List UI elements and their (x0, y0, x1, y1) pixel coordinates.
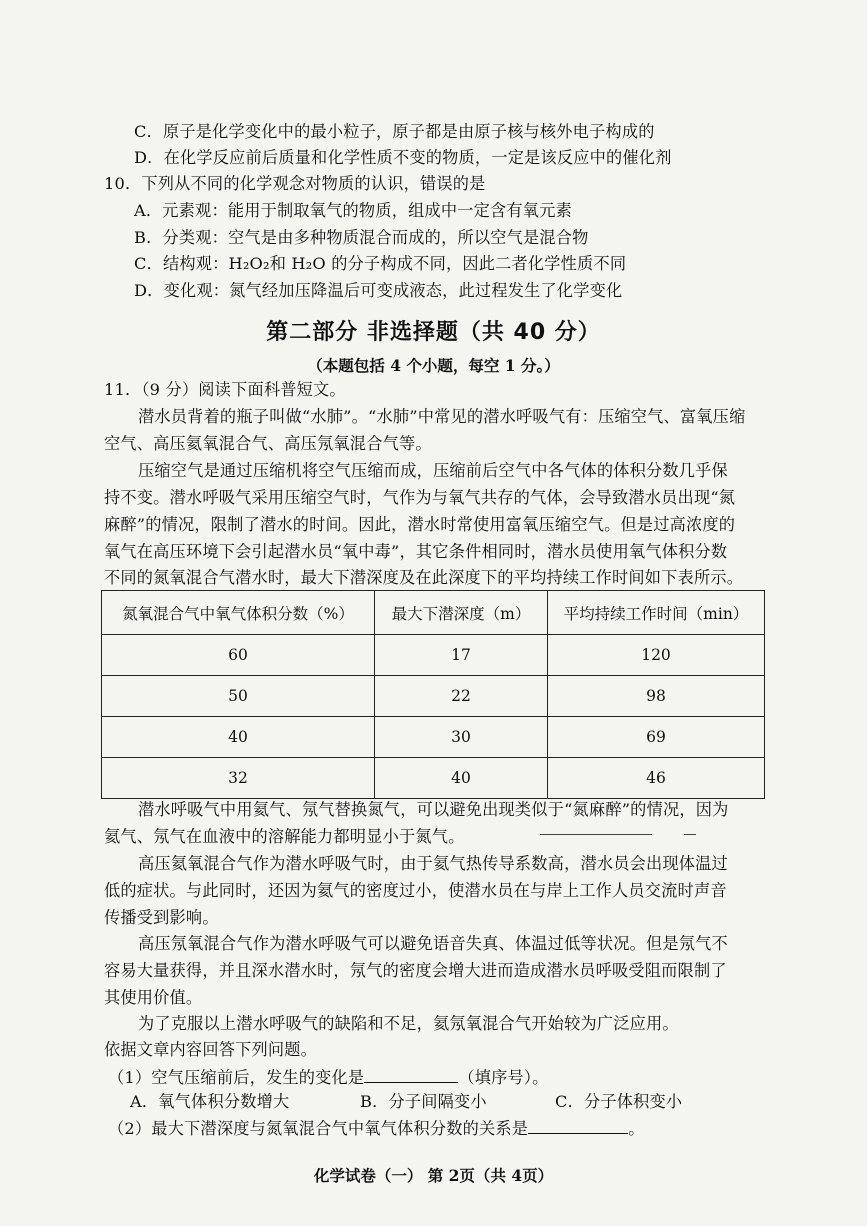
table-cell: 50 (102, 676, 375, 717)
q11-sub1-answer-blank[interactable] (364, 1064, 458, 1083)
q11-p2-line3: 麻醉”的情况，限制了潜水的时间。因此，潜水时常使用富氧压缩空气。但是过高浓度的 (104, 515, 736, 534)
q11-p2-line2: 持不变。潜水呼吸气采用压缩空气时，气作为与氧气共存的气体，会导致潜水员出现“氮 (104, 488, 736, 507)
table-cell: 17 (375, 635, 548, 676)
q11-sub2 (108, 1115, 645, 1141)
table-cell: 30 (375, 717, 548, 758)
q10-stem: 10．下列从不同的化学观念对物质的认识，错误的是 (104, 174, 486, 193)
q11-p4-line2: 低的症状。与此同时，还因为氦气的密度过小，使潜水员在与岸上工作人员交流时声音 (104, 881, 727, 900)
q11-sub1 (108, 1064, 549, 1090)
q10-option-a: A．元素观：能用于制取氧气的物质，组成中一定含有氧元素 (134, 201, 572, 220)
q11-p1-line2: 空气、高压氦氧混合气、高压氖氧混合气等。 (104, 434, 432, 453)
prev-option-c: C．原子是化学变化中的最小粒子，原子都是由原子核与核外电子构成的 (134, 122, 655, 141)
q11-sub2-answer-blank[interactable] (528, 1115, 628, 1134)
q11-p2-line5: 不同的氮氧混合气潜水时，最大下潜深度及在此深度下的平均持续工作时间如下表所示。 (104, 568, 744, 587)
table-header-max-depth: 最大下潜深度（m） (375, 591, 548, 635)
table-cell: 32 (102, 758, 375, 799)
table-cell: 22 (375, 676, 548, 717)
q11-p3-line1: 潜水呼吸气中用氦气、氖气替换氮气，可以避免出现类似于“氮麻醉”的情况，因为 (138, 800, 729, 819)
table-header-work-time: 平均持续工作时间（min） (548, 591, 765, 635)
q11-stem: 11．（9 分）阅读下面科普短文。 (104, 380, 346, 399)
page-footer: 化学试卷（一） 第 2页（共 4页） (313, 1166, 554, 1185)
prev-option-d: D．在化学反应前后质量和化学性质不变的物质，一定是该反应中的催化剂 (134, 148, 672, 167)
q11-p3-line2: 氦气、氖气在血液中的溶解能力都明显小于氮气。 (104, 827, 465, 846)
q11-p5-line1: 高压氖氧混合气作为潜水呼吸气可以避免语音失真、体温过低等状况。但是氖气不 (138, 934, 728, 953)
table-cell: 40 (102, 717, 375, 758)
table-row (102, 758, 765, 799)
table-row (102, 676, 765, 717)
q11-p5-line3: 其使用价值。 (104, 988, 203, 1007)
q11-p5-line2: 容易大量获得，并且深水潜水时，氖气的密度会增大进而造成潜水员呼吸受阻而限制了 (104, 961, 727, 980)
table-cell: 40 (375, 758, 548, 799)
part2-note: （本题包括 4 个小题，每空 1 分。） (307, 356, 560, 375)
table-cell: 120 (548, 635, 765, 676)
q10-option-d: D．变化观：氮气经加压降温后可变成液态，此过程发生了化学变化 (134, 281, 623, 300)
q11-sub2-suffix: 。 (628, 1119, 645, 1138)
q11-p6-line1: 为了克服以上潜水呼吸气的缺陷和不足，氦氖氧混合气开始较为广泛应用。 (138, 1014, 679, 1033)
q11-p2-line4: 氧气在高压环境下会引起潜水员“氧中毒”，其它条件相同时，潜水员使用氧气体积分数 (104, 542, 728, 561)
table-cell: 46 (548, 758, 765, 799)
stray-mark (684, 834, 696, 835)
q11-sub1-suffix: （填序号）。 (458, 1068, 549, 1087)
part2-title: 第二部分 非选择题（共 40 分） (266, 320, 601, 345)
diving-data-table (101, 590, 765, 799)
q11-sub2-prefix: （2）最大下潜深度与氮氧混合气中氧气体积分数的关系是 (108, 1119, 529, 1138)
table-row (102, 717, 765, 758)
stray-mark (540, 834, 652, 835)
q11-sub1-option-a: A．氧气体积分数增大 (130, 1092, 290, 1111)
table-cell: 98 (548, 676, 765, 717)
q11-instruction: 依据文章内容回答下列问题。 (104, 1040, 318, 1059)
q11-sub1-prefix: （1）空气压缩前后，发生的变化是 (108, 1068, 365, 1087)
q11-p4-line3: 传播受到影响。 (104, 908, 219, 927)
table-header-oxygen-fraction: 氮氧混合气中氧气体积分数（%） (102, 591, 375, 635)
q11-sub1-option-c: C．分子体积变小 (555, 1092, 683, 1111)
q10-option-c: C．结构观：H₂O₂和 H₂O 的分子构成不同，因此二者化学性质不同 (134, 254, 627, 273)
table-cell: 60 (102, 635, 375, 676)
q10-option-b: B．分类观：空气是由多种物质混合而成的，所以空气是混合物 (134, 228, 589, 247)
q11-p2-line1: 压缩空气是通过压缩机将空气压缩而成，压缩前后空气中各气体的体积分数几乎保 (138, 461, 728, 480)
q11-p1-line1: 潜水员背着的瓶子叫做“水肺”。“水肺”中常见的潜水呼吸气有：压缩空气、富氧压缩 (138, 407, 746, 426)
q11-sub1-option-b: B．分子间隔变小 (360, 1092, 487, 1111)
q11-p4-line1: 高压氦氧混合气作为潜水呼吸气时，由于氦气热传导系数高，潜水员会出现体温过 (138, 854, 728, 873)
table-row (102, 635, 765, 676)
table-header-row (102, 591, 765, 635)
table-cell: 69 (548, 717, 765, 758)
